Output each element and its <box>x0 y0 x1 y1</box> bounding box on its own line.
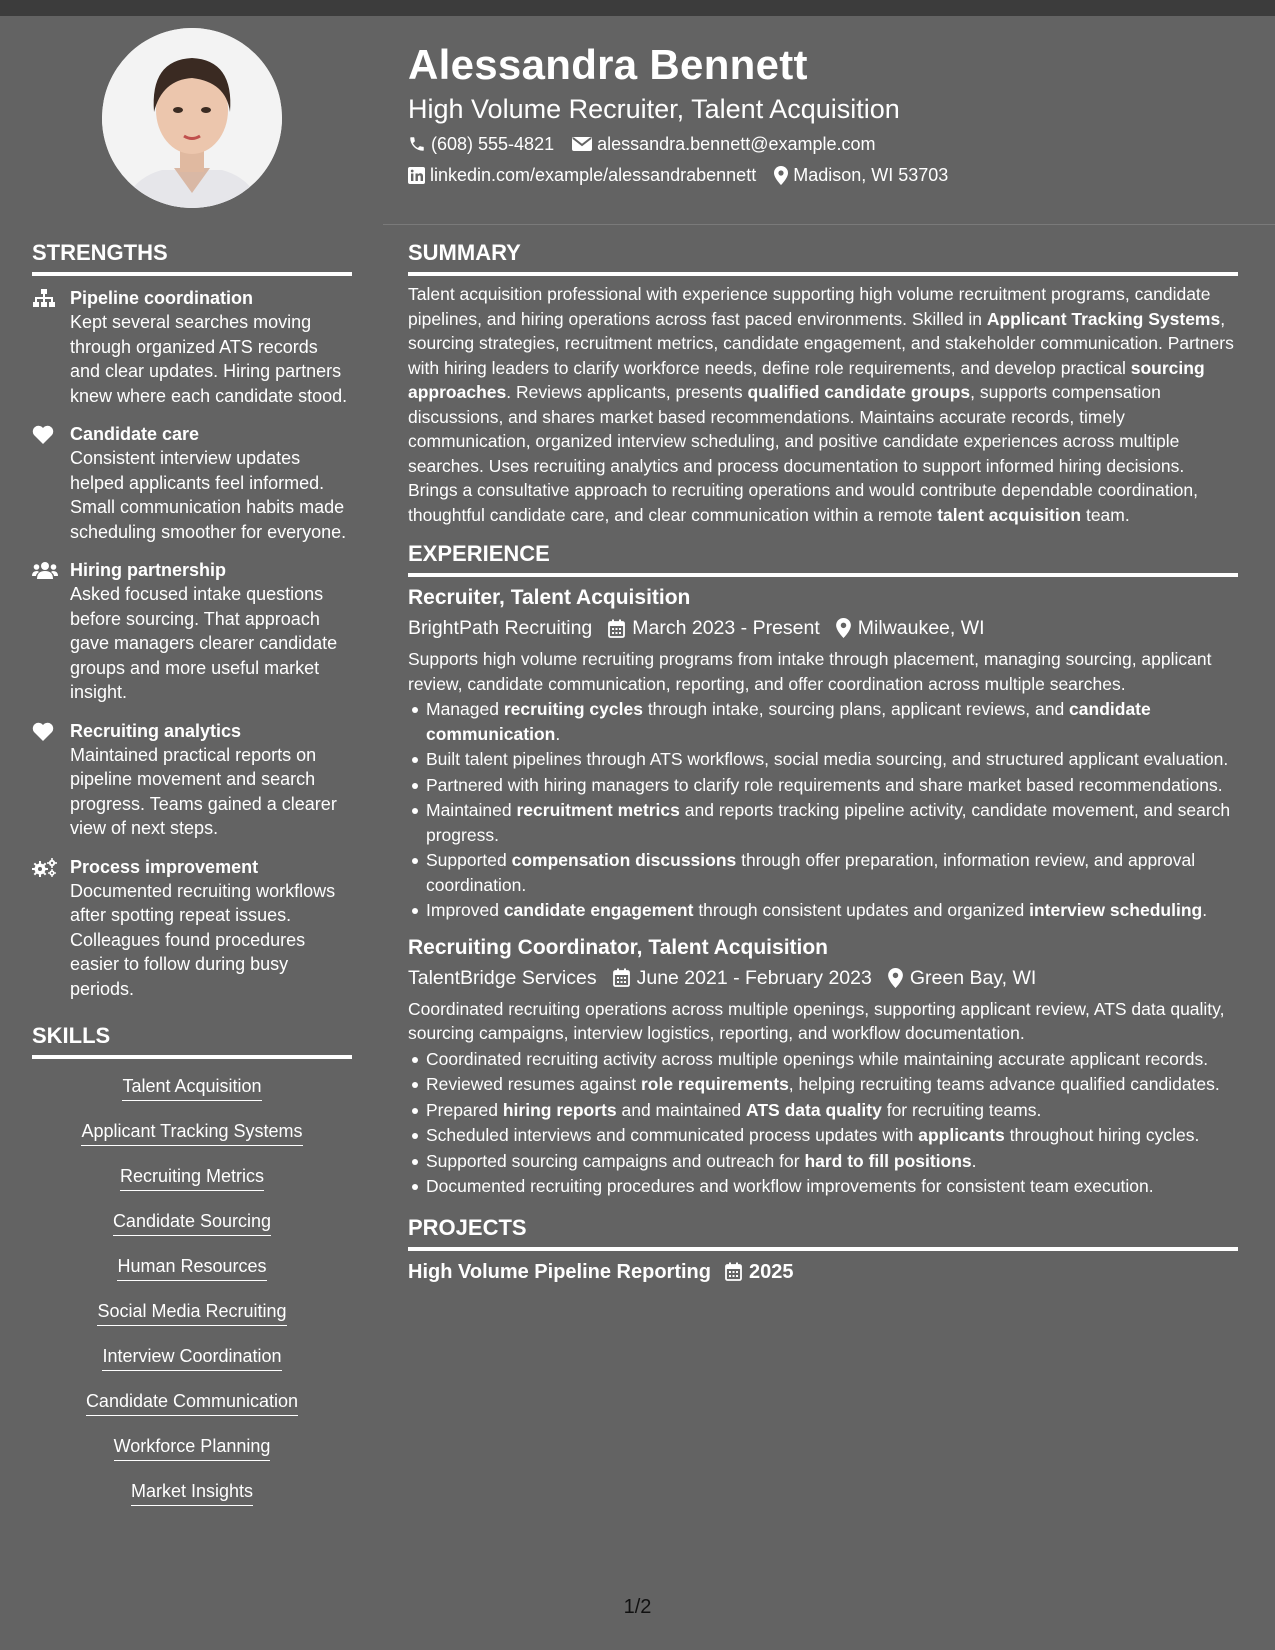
phone-text: (608) 555-4821 <box>431 134 555 154</box>
job-location: Milwaukee, WI <box>836 613 985 643</box>
job-bullet: Supported sourcing campaigns and outreach for hard to fill positions. <box>426 1149 1238 1174</box>
strengths-heading: STRENGTHS <box>32 238 352 276</box>
strength-item <box>32 422 352 544</box>
job-title: Recruiter, Talent Acquisition <box>408 586 691 609</box>
skill-label: Recruiting Metrics <box>120 1163 264 1191</box>
skill-item <box>32 1298 352 1329</box>
skill-item <box>32 1253 352 1284</box>
sidebar <box>32 238 352 1523</box>
gears-icon <box>32 855 70 1002</box>
job-bullet: Supported compensation discussions through offer preparation, information review, and approval coordination. <box>426 848 1238 897</box>
summary-heading: SUMMARY <box>408 238 1238 276</box>
skill-item <box>32 1208 352 1239</box>
users-icon <box>32 558 70 705</box>
phone-contact[interactable] <box>408 131 554 157</box>
skill-label: Candidate Communication <box>86 1388 298 1416</box>
strength-item <box>32 855 352 1002</box>
strength-description: Maintained practical reports on pipeline movement and search progress. Teams gained a clearer view of next steps. <box>70 744 337 838</box>
projects-section <box>408 1213 1238 1287</box>
strength-description: Consistent interview updates helped applicants feel informed. Small communication habits made scheduling smoother for everyone. <box>70 448 347 542</box>
strength-item <box>32 286 352 408</box>
contact-row-1 <box>408 131 1238 157</box>
project-entry <box>408 1257 1238 1287</box>
job-company: BrightPath Recruiting <box>408 617 593 639</box>
linkedin-icon <box>408 167 425 184</box>
job-bullets <box>408 697 1238 923</box>
job-bullets <box>408 1047 1238 1199</box>
skill-item <box>32 1478 352 1509</box>
strength-title: Pipeline coordination <box>70 288 254 308</box>
project-list <box>408 1257 1238 1287</box>
job-bullet: Maintained recruitment metrics and reports tracking pipeline activity, candidate movement, and search progress. <box>426 798 1238 847</box>
project-name: High Volume Pipeline Reporting <box>408 1260 711 1283</box>
calendar-icon <box>613 968 630 987</box>
strength-description: Documented recruiting workflows after spotting repeat issues. Colleagues found procedures easier to follow during busy periods. <box>70 880 336 999</box>
strength-description: Asked focused intake questions before sourcing. That approach gave managers clearer candidate groups and more useful market insight. <box>70 584 338 702</box>
resume-header <box>408 40 1238 188</box>
job-summary: Supports high volume recruiting programs from intake through placement, managing sourcing, applicant review, candidate communication, reporting, and offer coordination across multiple searches. <box>408 649 1212 694</box>
job-bullet: Built talent pipelines through ATS workflows, social media sourcing, and structured applicant evaluation. <box>426 747 1238 772</box>
strength-item <box>32 719 352 841</box>
skill-item <box>32 1118 352 1149</box>
page-number: 1/2 <box>623 1596 652 1618</box>
project-year: 2025 <box>748 1260 794 1283</box>
job-bullet: Partnered with hiring managers to clarify role requirements and share market based recommendations. <box>426 773 1238 798</box>
main-content <box>408 238 1238 1287</box>
skill-label: Talent Acquisition <box>122 1073 261 1101</box>
job-bullet: Reviewed resumes against role requirements, helping recruiting teams advance qualified candidates. <box>426 1072 1238 1097</box>
skill-item <box>32 1343 352 1374</box>
job-bullet: Managed recruiting cycles through intake, sourcing plans, applicant reviews, and candidate communication. <box>426 697 1238 746</box>
job-list <box>408 583 1238 1199</box>
skill-label: Workforce Planning <box>114 1433 271 1461</box>
job-entry <box>408 583 1238 923</box>
skill-label: Candidate Sourcing <box>113 1208 271 1236</box>
envelope-icon <box>572 136 592 152</box>
map-pin-icon <box>888 968 903 988</box>
header-divider <box>383 224 1275 225</box>
job-meta <box>408 963 1238 993</box>
top-bar <box>0 0 1275 16</box>
job-entry <box>408 933 1238 1199</box>
skill-label: Human Resources <box>117 1253 266 1281</box>
location-contact <box>774 162 948 188</box>
org-chart-icon <box>32 286 70 408</box>
job-bullet: Scheduled interviews and communicated process updates with applicants throughout hiring cycles. <box>426 1123 1238 1148</box>
strength-item <box>32 558 352 705</box>
skill-label: Applicant Tracking Systems <box>81 1118 302 1146</box>
map-pin-icon <box>836 618 851 638</box>
job-location: Green Bay, WI <box>888 963 1036 993</box>
skill-label: Interview Coordination <box>102 1343 281 1371</box>
strengths-list <box>32 286 352 1001</box>
strength-title: Hiring partnership <box>70 560 227 580</box>
map-pin-icon <box>774 166 788 185</box>
skill-item <box>32 1433 352 1464</box>
experience-section <box>408 539 1238 1199</box>
profile-photo <box>102 28 282 208</box>
strength-title: Candidate care <box>70 424 200 444</box>
phone-icon <box>408 135 426 153</box>
projects-heading: PROJECTS <box>408 1213 1238 1251</box>
strength-description: Kept several searches moving through organized ATS records and clear updates. Hiring partners knew where each candidate stood. <box>70 312 348 406</box>
skills-heading: SKILLS <box>32 1021 352 1059</box>
calendar-icon <box>725 1262 742 1281</box>
linkedin-contact[interactable] <box>408 162 756 188</box>
job-bullet: Improved candidate engagement through consistent updates and organized interview scheduling. <box>426 898 1238 923</box>
email-contact[interactable] <box>572 131 875 157</box>
heart-icon <box>32 422 70 544</box>
contact-row-2 <box>408 162 1238 188</box>
candidate-title: High Volume Recruiter, Talent Acquisition <box>408 94 900 124</box>
experience-heading: EXPERIENCE <box>408 539 1238 577</box>
calendar-icon <box>608 619 625 638</box>
job-title: Recruiting Coordinator, Talent Acquisition <box>408 935 829 959</box>
job-summary: Coordinated recruiting operations across multiple openings, supporting applicant review, ATS data quality, sourcing campaigns, interview logistics, reporting, and workflow documentation. <box>408 998 1225 1043</box>
summary-text: Talent acquisition professional with experience supporting high volume recruitment programs, candidate pipelines, and hiring operations across fast paced environments. Skilled in Applicant Tracking Systems, sourcing strategies, recruitment metrics, candidate engagement, and stakeholder communication. Partners with hiring leaders to clarify workforce needs, define role requirements, and develop practical sourcing approaches. Reviews applicants, presents qualified candidate groups, supports compensation discussions, and shares market based recommendations. Maintains accurate records, timely communication, organized interview scheduling, and positive candidate experiences across multiple searches. Uses recruiting analytics and process documentation to support informed hiring decisions. Brings a consultative approach to recruiting operations and would contribute dependable coordination, thoughtful candidate care, and clear communication within a remote talent acquisition team. <box>408 284 1234 525</box>
skill-label: Market Insights <box>131 1478 253 1506</box>
job-meta <box>408 613 1238 643</box>
skills-list <box>32 1073 352 1509</box>
candidate-name: Alessandra Bennett <box>408 41 808 88</box>
job-company: TalentBridge Services <box>408 966 597 989</box>
skill-item <box>32 1388 352 1419</box>
job-dates: June 2021 - February 2023 <box>613 963 872 993</box>
email-text: alessandra.bennett@example.com <box>597 134 876 154</box>
strength-title: Process improvement <box>70 856 259 877</box>
heart-icon <box>32 719 70 841</box>
linkedin-text: linkedin.com/example/alessandrabennett <box>430 165 757 185</box>
summary-section <box>408 238 1238 527</box>
skill-label: Social Media Recruiting <box>97 1298 286 1326</box>
job-bullet: Coordinated recruiting activity across multiple openings while maintaining accurate applicant records. <box>426 1047 1238 1072</box>
strength-title: Recruiting analytics <box>70 720 242 741</box>
skill-item <box>32 1073 352 1104</box>
location-text: Madison, WI 53703 <box>793 165 949 185</box>
skill-item <box>32 1163 352 1194</box>
job-bullet: Prepared hiring reports and maintained ATS data quality for recruiting teams. <box>426 1098 1238 1123</box>
job-dates: March 2023 - Present <box>608 613 820 643</box>
job-bullet: Documented recruiting procedures and workflow improvements for consistent team execution. <box>426 1174 1238 1199</box>
